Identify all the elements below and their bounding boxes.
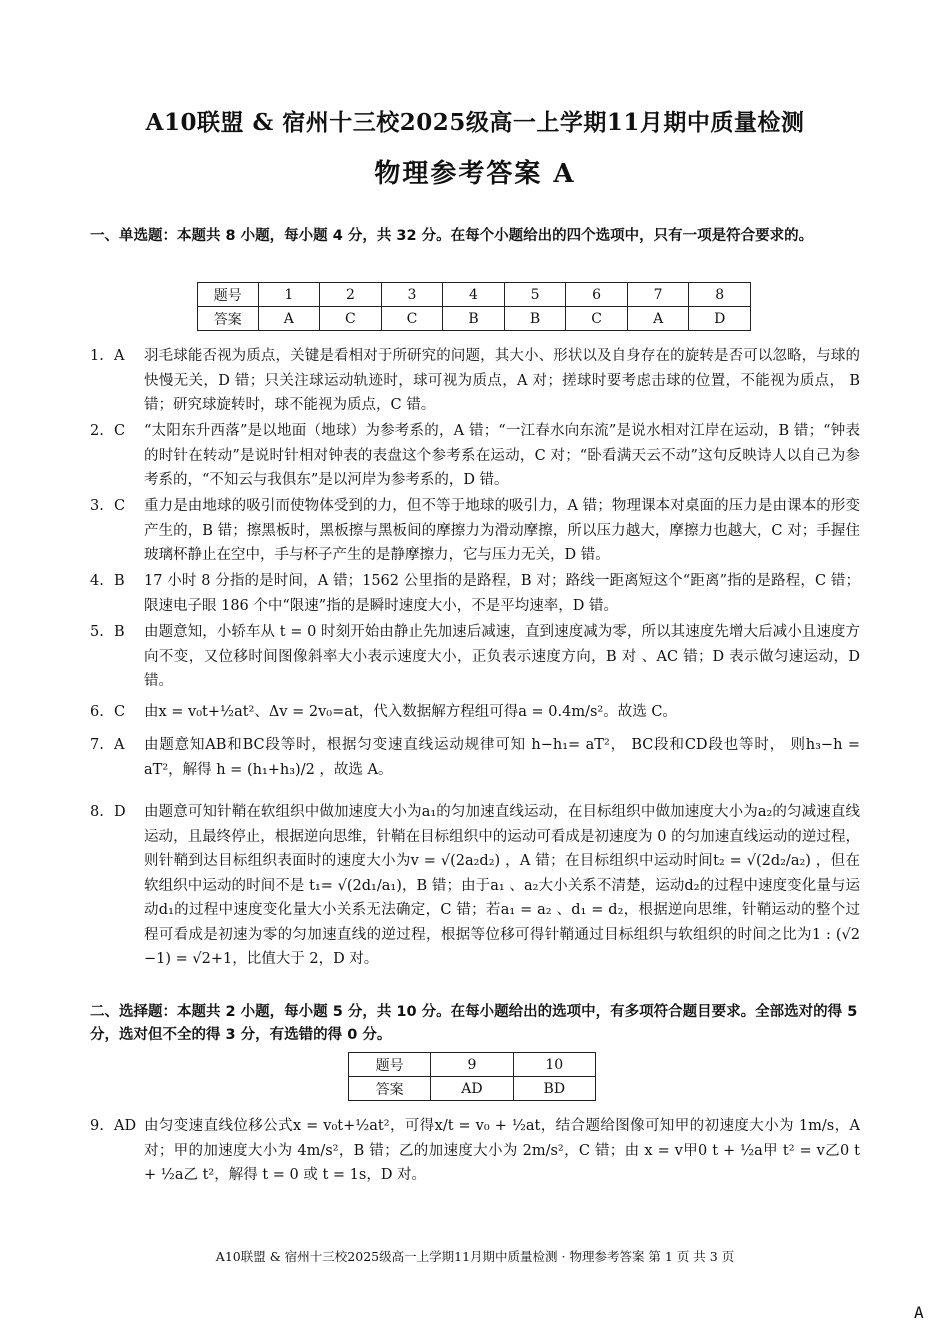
table-cell-question: 1: [258, 283, 320, 307]
table-cell-answer: B: [443, 307, 505, 331]
explanation-item-4: [90, 569, 860, 618]
item-number: 1.: [90, 348, 104, 364]
item-explanation: 由匀变速直线位移公式x = v₀t+½at²，可得x/t = v₀ + ½at，结合题给图像可知甲的初速度大小为 1m/s，A 对；甲的加速度大小为 4m/s²，B 错；乙的加速度大小为 2m/s²，C 错；由 x = v甲0 t + ½a甲 t² = v乙0 t + ½a乙 t²，解得 t = 0 或 t = 1s，D 对。: [144, 1118, 860, 1183]
multiple-choice-answer-table: [348, 1052, 596, 1101]
table-cell-question: 10: [513, 1053, 595, 1077]
item-number: 6.: [90, 704, 104, 720]
item-answer: D: [114, 804, 126, 820]
item-explanation: 由题意可知针鞘在软组织中做加速度大小为a₁的匀加速直线运动，在目标组织中做加速度大小为a₂的匀减速直线运动，且最终停止，根据逆向思维，针鞘在目标组织中的运动可看成是初速度为 0 的匀加速直线运动的逆过程，则针鞘到达目标组织表面时的速度大小为v = √(2a₂d₂) ，A 错；在目标组织中运动时间t₂ = √(2d₂/a₂) ，但在软组织中运动的时间不是 t₁= √(2d₁/a₁)，B 错；由于a₁ 、a₂大小关系不清楚，运动d₂的过程中速度变化量与运动d₁的过程中速度变化量大小关系无法确定，C 错；若a₁ = a₂ 、d₁ = d₂，根据逆向思维，针鞘运动的整个过程可看成是初速为零的匀加速直线的逆过程，根据等位移可得针鞘通过目标组织与软组织的时间之比为1 : (√2 −1) = √2+1，比值大于 2，D 对。: [144, 804, 860, 967]
explanation-item-1: [90, 344, 860, 418]
item-number: 8.: [90, 804, 104, 820]
table-cell-answer: D: [689, 307, 751, 331]
item-explanation: 重力是由地球的吸引而使物体受到的力，但不等于地球的吸引力，A 错；物理课本对桌面的压力是由课本的形变产生的，B 错；擦黑板时，黑板擦与黑板间的摩擦力为滑动摩擦，所以压力越大，摩擦力也越大，C 对；手握住玻璃杯静止在空中，手与杯子产生的是静摩擦力，它与压力无关，D 错。: [144, 498, 860, 563]
table-row-questions: [349, 1053, 596, 1077]
table-cell-question: 5: [504, 283, 566, 307]
table-cell-question: 7: [627, 283, 689, 307]
table-row-questions: [198, 283, 751, 307]
item-explanation: 由题意知AB和BC段等时，根据匀变速直线运动规律可知 h−h₁= aT²， BC段和CD段也等时， 则h₃−h = aT²，解得 h = (h₁+h₃)/2 ，故选 A。: [144, 737, 860, 778]
table-cell-answer: BD: [513, 1077, 595, 1101]
item-number: 2.: [90, 423, 104, 439]
document-title: A10联盟 & 宿州十三校2025级高一上学期11月期中质量检测: [145, 109, 805, 136]
item-answer: B: [114, 624, 125, 640]
item-answer: C: [114, 704, 126, 720]
table-cell-question: 8: [689, 283, 751, 307]
table-cell-question: 9: [431, 1053, 513, 1077]
item-explanation: 由题意知，小轿车从 t = 0 时刻开始由静止先加速后减速，直到速度减为零，所以其速度先增大后减小且速度方向不变，又位移时间图像斜率大小表示速度大小，正负表示速度方向，B 对 、AC 错；D 表示做匀速运动，D 错。: [144, 624, 860, 689]
item-answer: AD: [114, 1118, 137, 1134]
table-cell-question: 2: [320, 283, 382, 307]
item-explanation: 羽毛球能否视为质点，关键是看相对于所研究的问题，其大小、形状以及自身存在的旋转是否可以忽略，与球的快慢无关，D 错；只关注球运动轨迹时，球可视为质点，A 对；搓球时要考虑击球的位置，不能视为质点， B 错；研究球旋转时，球不能视为质点，C 错。: [144, 348, 860, 413]
item-number: 5.: [90, 624, 104, 640]
explanation-item-3: [90, 494, 860, 568]
item-explanation: 由x = v₀t+½at²、Δv = 2v₀=at，代入数据解方程组可得a = 0.4m/s²。故选 C。: [144, 704, 677, 720]
table-cell-answer: C: [566, 307, 628, 331]
corner-mark: A: [914, 1303, 924, 1322]
item-explanation: 17 小时 8 分指的是时间，A 错；1562 公里指的是路程，B 对；路线一距离短这个“距离”指的是路程，C 错；限速电子眼 186 个中“限速”指的是瞬时速度大小，不是平均速率，D 错。: [144, 573, 860, 614]
explanation-item-9: [90, 1114, 860, 1188]
item-answer: C: [114, 423, 126, 439]
table-header-answer: 答案: [349, 1077, 431, 1101]
table-cell-answer: C: [381, 307, 443, 331]
single-choice-answer-table: [197, 282, 751, 331]
document-subtitle: 物理参考答案 A: [374, 159, 576, 189]
section-1-heading: 一、单选题：本题共 8 小题，每小题 4 分，共 32 分。在每个小题给出的四个选项中，只有一项是符合要求的。: [90, 228, 814, 244]
table-cell-answer: A: [627, 307, 689, 331]
table-cell-question: 6: [566, 283, 628, 307]
item-answer: B: [114, 573, 125, 589]
explanation-item-5: [90, 620, 860, 694]
table-cell-question: 3: [381, 283, 443, 307]
item-number: 9.: [90, 1118, 104, 1134]
table-cell-answer: B: [504, 307, 566, 331]
table-header-question: 题号: [198, 283, 259, 307]
table-row-answers: [198, 307, 751, 331]
table-cell-answer: C: [320, 307, 382, 331]
item-answer: A: [114, 737, 125, 753]
table-cell-question: 4: [443, 283, 505, 307]
explanation-item-7: [90, 733, 860, 782]
explanation-item-8: [90, 800, 860, 972]
item-answer: A: [114, 348, 125, 364]
table-header-question: 题号: [349, 1053, 431, 1077]
explanation-item-6: [90, 700, 860, 725]
item-explanation: “太阳东升西落”是以地面（地球）为参考系的，A 错；“一江春水向东流”是说水相对江岸在运动，B 错；“钟表的时针在转动”是说时针相对钟表的表盘这个参考系在运动，C 对；“卧看满天云不动”这句反映诗人以自己为参考系的，“不知云与我俱东”是以河岸为参考系的，D 错。: [144, 423, 860, 488]
page-footer: A10联盟 & 宿州十三校2025级高一上学期11月期中质量检测 · 物理参考答案 第 1 页 共 3 页: [215, 1249, 735, 1264]
item-number: 7.: [90, 737, 104, 753]
table-header-answer: 答案: [198, 307, 259, 331]
item-answer: C: [114, 498, 126, 514]
table-cell-answer: AD: [431, 1077, 513, 1101]
item-number: 3.: [90, 498, 104, 514]
item-number: 4.: [90, 573, 104, 589]
explanation-item-2: [90, 419, 860, 493]
section-2-heading: 二、选择题：本题共 2 小题，每小题 5 分，共 10 分。在每小题给出的选项中，有多项符合题目要求。全部选对的得 5 分，选对但不全的得 3 分，有选错的得 0 分。: [90, 1004, 858, 1043]
table-row-answers: [349, 1077, 596, 1101]
table-cell-answer: A: [258, 307, 320, 331]
